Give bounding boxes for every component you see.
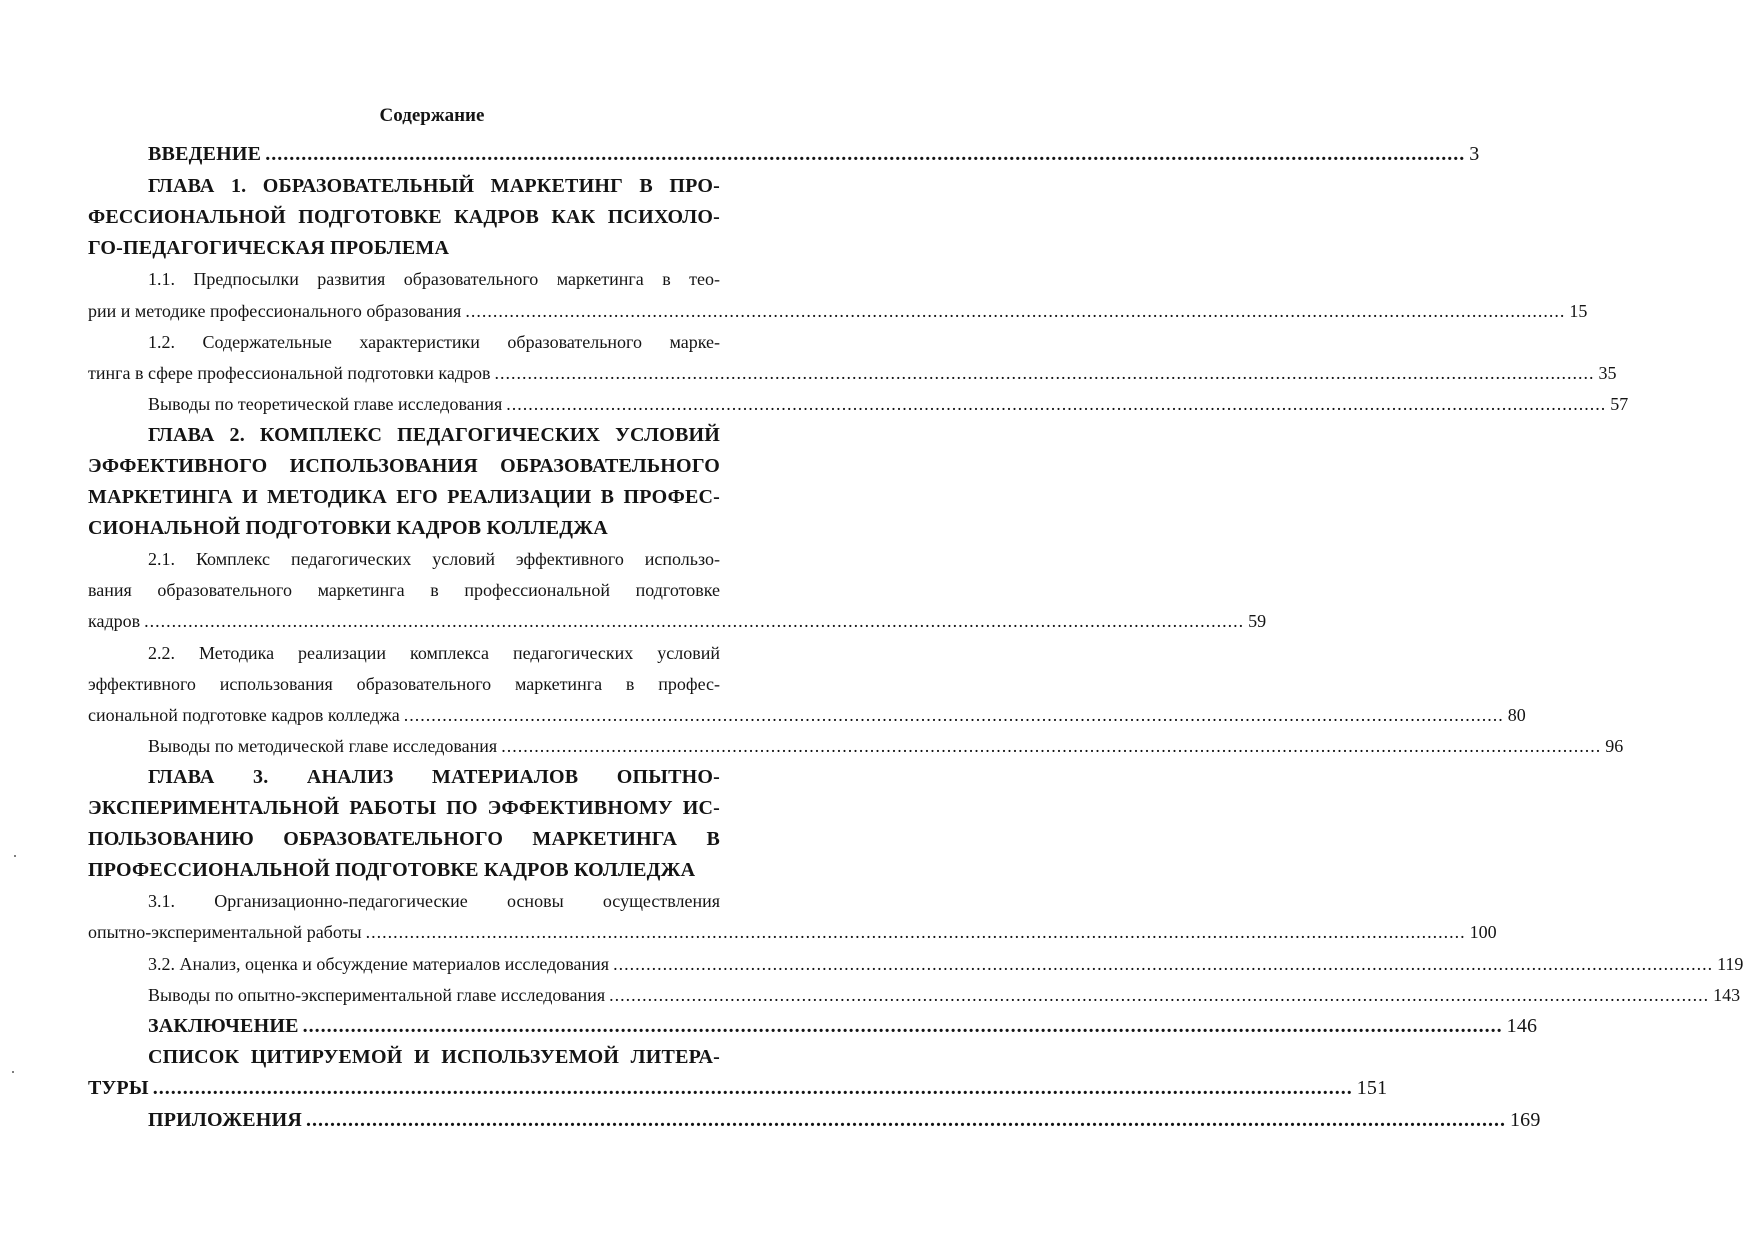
toc-entry-2-1-line: 2.1. Комплекс педагогических условий эффективного использо- (148, 549, 720, 569)
leader-dots: ........................................................................................................................................................................................................ (152, 1077, 1353, 1099)
chapter-2-heading-line: ГЛАВА 2. КОМПЛЕКС ПЕДАГОГИЧЕСКИХ УСЛОВИЙ (148, 424, 720, 446)
leader-dots: ........................................................................................................................................................................................................ (501, 736, 1602, 756)
entry-text: рии и методике профессионального образования (88, 301, 462, 321)
entry-text: ТУРЫ (88, 1077, 149, 1099)
chapter-2-heading-line: ЭФФЕКТИВНОГО ИСПОЛЬЗОВАНИЯ ОБРАЗОВАТЕЛЬНОГО (88, 455, 720, 477)
chapter-3-heading-line: ПРОФЕССИОНАЛЬНОЙ ПОДГОТОВКЕ КАДРОВ КОЛЛЕДЖА (88, 859, 696, 881)
toc-entry-1-1-line: 1.1. Предпосылки развития образовательного маркетинга в тео- (148, 269, 720, 289)
chapter-2-heading-line: МАРКЕТИНГА И МЕТОДИКА ЕГО РЕАЛИЗАЦИИ В ПРОФЕС- (88, 486, 720, 508)
toc-entry-conclusions-2 (88, 732, 1624, 760)
entry-text: ЗАКЛЮЧЕНИЕ (148, 1015, 299, 1037)
page-number: 151 (1356, 1077, 1388, 1099)
leader-dots: ........................................................................................................................................................................................................ (305, 1109, 1506, 1131)
entry-text: Выводы по методической главе исследования (148, 736, 498, 756)
toc-entry-conclusion (88, 1012, 1538, 1040)
toc-entry-appendix (88, 1106, 1541, 1134)
toc-entry-2-1 (88, 607, 1267, 635)
leader-dots: ........................................................................................................................................................................................................ (506, 394, 1607, 414)
entry-text: Выводы по теоретической главе исследования (148, 394, 503, 414)
toc-entry-2-1-line: вания образовательного маркетинга в профессиональной подготовке (88, 580, 720, 600)
page-number: 59 (1248, 611, 1267, 631)
toc-entry-conclusions-3 (88, 981, 1741, 1009)
leader-dots: ........................................................................................................................................................................................................ (365, 922, 1466, 942)
toc-entry-3-1 (88, 918, 1497, 946)
toc-entry-3-1-line: 3.1. Организационно-педагогические основы осуществления (148, 891, 720, 911)
chapter-3-heading-line: ЭКСПЕРИМЕНТАЛЬНОЙ РАБОТЫ ПО ЭФФЕКТИВНОМУ ИС- (88, 797, 720, 819)
page-title: Содержание (379, 105, 485, 126)
toc-entry-2-2-line: 2.2. Методика реализации комплекса педагогических условий (148, 643, 720, 663)
leader-dots: ........................................................................................................................................................................................................ (613, 954, 1714, 974)
toc-entry-1-1 (88, 297, 1588, 325)
chapter-1-heading-line: ГО-ПЕДАГОГИЧЕСКАЯ ПРОБЛЕМА (88, 237, 450, 259)
toc-entry-2-2-line: эффективного использования образовательного маркетинга в профес- (88, 674, 720, 694)
entry-text: сиональной подготовке кадров колледжа (88, 705, 400, 725)
chapter-1-heading-line: ФЕССИОНАЛЬНОЙ ПОДГОТОВКЕ КАДРОВ КАК ПСИХОЛО- (88, 206, 720, 228)
entry-text: Выводы по опытно-экспериментальной главе исследования (148, 985, 606, 1005)
scan-speck (14, 855, 16, 857)
page-number: 119 (1717, 954, 1743, 974)
page-number: 96 (1605, 736, 1624, 756)
page-number: 3 (1469, 143, 1480, 165)
scan-speck (12, 1071, 14, 1073)
leader-dots: ........................................................................................................................................................................................................ (265, 143, 1466, 165)
toc-entry-3-2 (88, 950, 1743, 978)
toc-entry-bibliography (88, 1074, 1388, 1102)
leader-dots: ........................................................................................................................................................................................................ (403, 705, 1504, 725)
leader-dots: ........................................................................................................................................................................................................ (302, 1015, 1503, 1037)
leader-dots: ........................................................................................................................................................................................................ (609, 985, 1710, 1005)
leader-dots: ........................................................................................................................................................................................................ (144, 611, 1245, 631)
page-number: 143 (1713, 985, 1741, 1005)
page-number: 80 (1507, 705, 1526, 725)
toc-entry-2-2 (88, 701, 1526, 729)
page-number: 35 (1598, 363, 1617, 383)
leader-dots: ........................................................................................................................................................................................................ (494, 363, 1595, 383)
toc-entry-intro (88, 140, 1480, 168)
toc-entry-bibliography-line: СПИСОК ЦИТИРУЕМОЙ И ИСПОЛЬЗУЕМОЙ ЛИТЕРА- (148, 1046, 720, 1068)
entry-text: опытно-экспериментальной работы (88, 922, 362, 942)
chapter-3-heading-line: ПОЛЬЗОВАНИЮ ОБРАЗОВАТЕЛЬНОГО МАРКЕТИНГА В (88, 828, 720, 850)
page-number: 100 (1469, 922, 1497, 942)
toc-entry-conclusions-1 (88, 390, 1629, 418)
page-number: 146 (1506, 1015, 1538, 1037)
chapter-1-heading-line: ГЛАВА 1. ОБРАЗОВАТЕЛЬНЫЙ МАРКЕТИНГ В ПРО- (148, 175, 720, 197)
chapter-3-heading-line: ГЛАВА 3. АНАЛИЗ МАТЕРИАЛОВ ОПЫТНО- (148, 766, 720, 788)
toc-entry-1-2-line: 1.2. Содержательные характеристики образовательного марке- (148, 332, 720, 352)
page-number: 57 (1610, 394, 1629, 414)
entry-text: ВВЕДЕНИЕ (148, 143, 262, 165)
entry-text: 3.2. Анализ, оценка и обсуждение материалов исследования (148, 954, 610, 974)
entry-text: ПРИЛОЖЕНИЯ (148, 1109, 302, 1131)
chapter-2-heading-line: СИОНАЛЬНОЙ ПОДГОТОВКИ КАДРОВ КОЛЛЕДЖА (88, 517, 608, 539)
leader-dots: ........................................................................................................................................................................................................ (465, 301, 1566, 321)
entry-text: тинга в сфере профессиональной подготовки кадров (88, 363, 491, 383)
page-number: 169 (1509, 1109, 1541, 1131)
entry-text: кадров (88, 611, 141, 631)
toc-entry-1-2 (88, 359, 1617, 387)
page-number: 15 (1569, 301, 1588, 321)
